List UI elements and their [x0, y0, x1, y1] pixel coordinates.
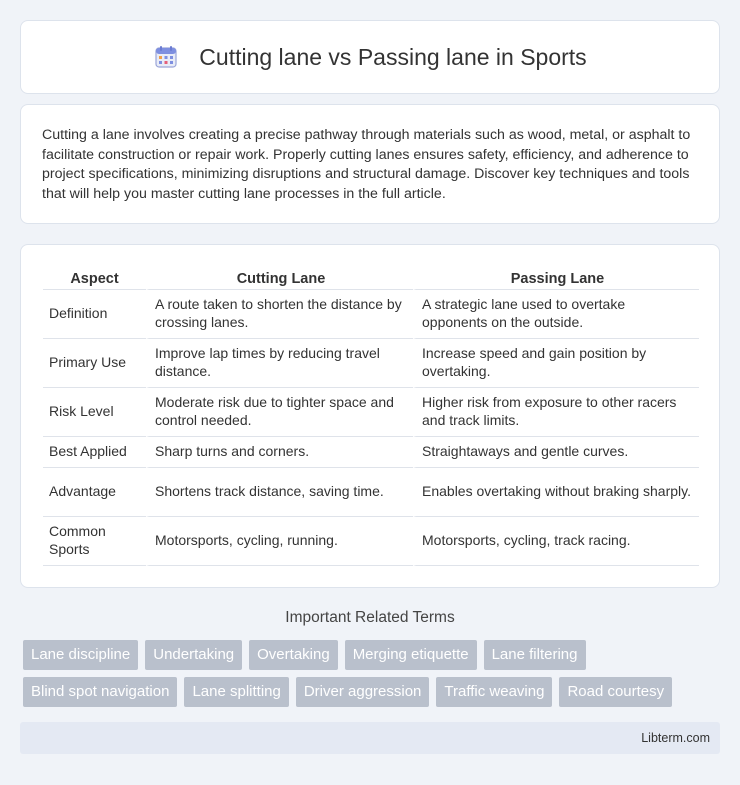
table-row [43, 290, 699, 339]
tag-undertaking[interactable]: Undertaking [145, 640, 242, 670]
related-terms-title: Important Related Terms [285, 609, 455, 626]
tag-row [23, 640, 723, 670]
cutting-lane-cell: Moderate risk due to tighter space and control needed. [146, 388, 413, 437]
table-row [43, 517, 699, 566]
column-header-aspect: Aspect [43, 265, 146, 290]
passing-lane-cell: Straightaways and gentle curves. [413, 437, 699, 468]
tag-row [23, 677, 723, 707]
passing-lane-cell: Higher risk from exposure to other racers and track limits. [413, 388, 699, 437]
row-aspect-cell: Risk Level [43, 388, 146, 437]
table-header-row [43, 265, 699, 290]
tag-traffic-weaving[interactable]: Traffic weaving [436, 677, 552, 707]
table-row [43, 437, 699, 468]
tag-overtaking[interactable]: Overtaking [249, 640, 338, 670]
column-header-passing-lane: Passing Lane [413, 265, 699, 290]
comparison-table [43, 265, 699, 566]
table-row [43, 339, 699, 388]
page-title: Cutting lane vs Passing lane in Sports [199, 43, 587, 70]
table-row [43, 388, 699, 437]
row-aspect-cell: Definition [43, 290, 146, 339]
table-row [43, 468, 699, 517]
column-header-cutting-lane: Cutting Lane [146, 265, 413, 290]
tag-lane-discipline[interactable]: Lane discipline [23, 640, 138, 670]
cutting-lane-cell: Improve lap times by reducing travel distance. [146, 339, 413, 388]
calendar-icon [153, 44, 179, 70]
footer-site-link[interactable]: Libterm.com [641, 731, 710, 745]
cutting-lane-cell: Shortens track distance, saving time. [146, 468, 413, 517]
tag-lane-filtering[interactable]: Lane filtering [484, 640, 586, 670]
cutting-lane-cell: A route taken to shorten the distance by crossing lanes. [146, 290, 413, 339]
cutting-lane-cell: Sharp turns and corners. [146, 437, 413, 468]
row-aspect-cell: Common Sports [43, 517, 146, 566]
footer [20, 722, 720, 754]
passing-lane-cell: Increase speed and gain position by overtaking. [413, 339, 699, 388]
header-card [20, 20, 720, 94]
passing-lane-cell: A strategic lane used to overtake opponents on the outside. [413, 290, 699, 339]
intro-paragraph: Cutting a lane involves creating a precise pathway through materials such as wood, metal, or asphalt to facilitate construction or repair work. Properly cutting lanes ensures safety, efficiency, and adherence to project specifications, minimizing disruptions and structural damage. Discover key techniques and tools that will help you master cutting lane processes in the full article. [42, 127, 691, 202]
row-aspect-cell: Primary Use [43, 339, 146, 388]
tag-driver-aggression[interactable]: Driver aggression [296, 677, 430, 707]
tag-merging-etiquette[interactable]: Merging etiquette [345, 640, 477, 670]
header [153, 44, 586, 71]
row-aspect-cell: Best Applied [43, 437, 146, 468]
passing-lane-cell: Enables overtaking without braking sharply. [413, 468, 699, 517]
cutting-lane-cell: Motorsports, cycling, running. [146, 517, 413, 566]
row-aspect-cell: Advantage [43, 468, 146, 517]
tag-road-courtesy[interactable]: Road courtesy [559, 677, 672, 707]
related-terms-tags [23, 640, 723, 714]
passing-lane-cell: Motorsports, cycling, track racing. [413, 517, 699, 566]
comparison-card [20, 244, 720, 588]
tag-lane-splitting[interactable]: Lane splitting [184, 677, 288, 707]
intro-card [20, 104, 720, 224]
tag-blind-spot-navigation[interactable]: Blind spot navigation [23, 677, 177, 707]
